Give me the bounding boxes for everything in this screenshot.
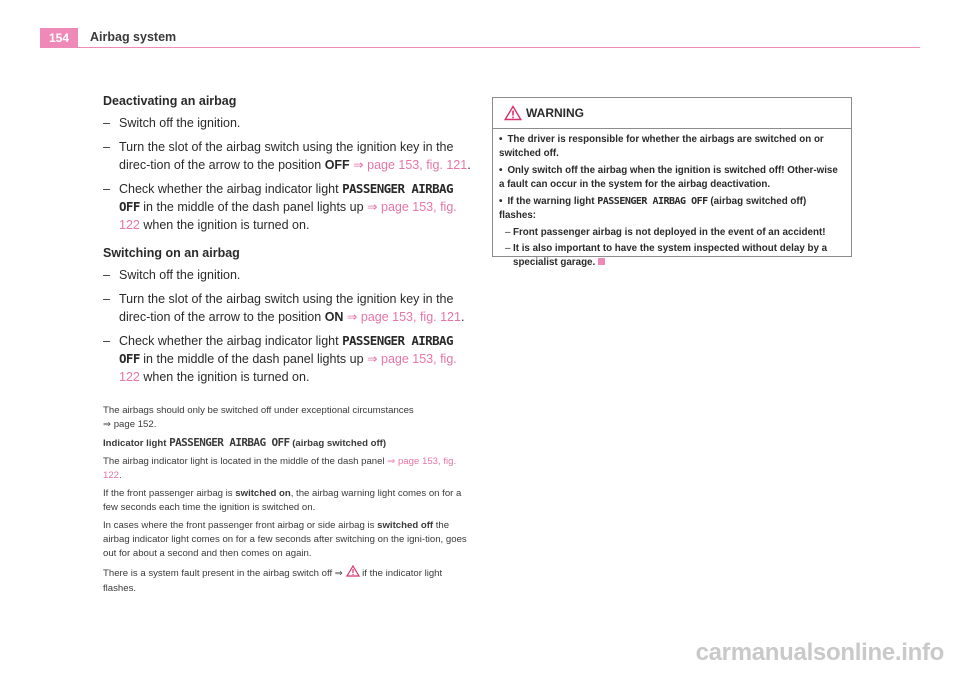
page-number: 154	[40, 28, 78, 48]
warning-header	[493, 98, 851, 129]
section-title: Airbag system	[90, 30, 177, 44]
note-switched-off: In cases where the front passenger front airbag or side airbag is switched off the airbag indicator light comes on for a few seconds after switching on the igni-tion, goes out for about a second and then comes on again.	[103, 520, 467, 559]
position-off: OFF	[324, 158, 350, 172]
warning-triangle-icon	[346, 565, 360, 582]
notes-block	[103, 404, 471, 596]
warning-title: WARNING	[526, 106, 584, 120]
position-on: ON	[324, 310, 344, 324]
activate-step-3: – Check whether the airbag indicator light PASSENGER AIRBAG OFF in the middle of the dash panel lights up ⇒ page 153, fig. 122 when the ignition is turned on.	[103, 333, 457, 384]
activate-heading: Switching on an airbag	[103, 246, 240, 260]
page-link[interactable]: ⇒ page 153, fig. 121	[346, 310, 461, 324]
warning-bullet-2: • Only switch off the airbag when the ignition is switched off! Other-wise a fault can occur in the system for the airbag deactivation.	[499, 165, 838, 190]
note-fault: There is a system fault present in the airbag switch off ⇒ if the indicator light flashes.	[103, 565, 471, 596]
deactivate-step-2: – Turn the slot of the airbag switch using the ignition key in the direc-tion of the arrow to the position OFF ⇒ page 153, fig. 121.	[103, 140, 471, 172]
page-link[interactable]: ⇒ page 153, fig. 121	[353, 158, 468, 172]
deactivate-step-1: – Switch off the ignition.	[103, 116, 241, 130]
activate-step-2: – Turn the slot of the airbag switch using the ignition key in the direc-tion of the arrow to the position ON ⇒ page 153, fig. 121.	[103, 292, 465, 324]
note-switched-on: If the front passenger airbag is switched on, the airbag warning light comes on for a few seconds each time the ignition is switched on.	[103, 488, 462, 513]
activate-step-1: – Switch off the ignition.	[103, 268, 241, 282]
warning-bullet-3: • If the warning light PASSENGER AIRBAG OFF (airbag switched off) flashes:	[499, 196, 807, 221]
page-link[interactable]: ⇒ page 153, fig. 122	[103, 456, 457, 481]
page-link[interactable]: ⇒ page 153, fig. 122	[119, 200, 457, 232]
passenger-airbag-off-indicator: PASSENGER AIRBAG OFF	[119, 333, 453, 366]
deactivate-step-3: – Check whether the airbag indicator light PASSENGER AIRBAG OFF in the middle of the dash panel lights up ⇒ page 153, fig. 122 when the ignition is turned on.	[103, 181, 457, 232]
passenger-airbag-off-indicator: PASSENGER AIRBAG OFF	[597, 196, 708, 207]
passenger-airbag-off-indicator: PASSENGER AIRBAG OFF	[119, 181, 453, 214]
page-link[interactable]: ⇒ page 153, fig. 122	[119, 352, 457, 384]
end-mark	[598, 258, 605, 265]
indicator-heading: Indicator light PASSENGER AIRBAG OFF (airbag switched off)	[103, 436, 387, 449]
warning-sub-1: – Front passenger airbag is not deployed in the event of an accident!	[505, 227, 826, 238]
note-location: The airbag indicator light is located in the middle of the dash panel ⇒ page 153, fig. 122.	[103, 456, 457, 481]
note-intro: The airbags should only be switched off under exceptional circumstances ⇒ page 152.	[103, 405, 414, 430]
header-rule	[40, 47, 920, 48]
deactivate-heading: Deactivating an airbag	[103, 94, 237, 108]
page-header	[40, 28, 920, 50]
warning-box	[492, 97, 852, 268]
watermark: carmanualsonline.info	[695, 639, 944, 666]
warning-bullet-1: • The driver is responsible for whether the airbags are switched on or switched off.	[499, 134, 824, 159]
passenger-airbag-off-indicator: PASSENGER AIRBAG OFF	[169, 436, 290, 449]
warning-triangle-icon	[504, 105, 522, 126]
left-column	[103, 94, 471, 600]
warning-body	[493, 129, 851, 270]
warning-sub-2: – It is also important to have the system inspected without delay by a specialist garage.	[505, 243, 828, 268]
